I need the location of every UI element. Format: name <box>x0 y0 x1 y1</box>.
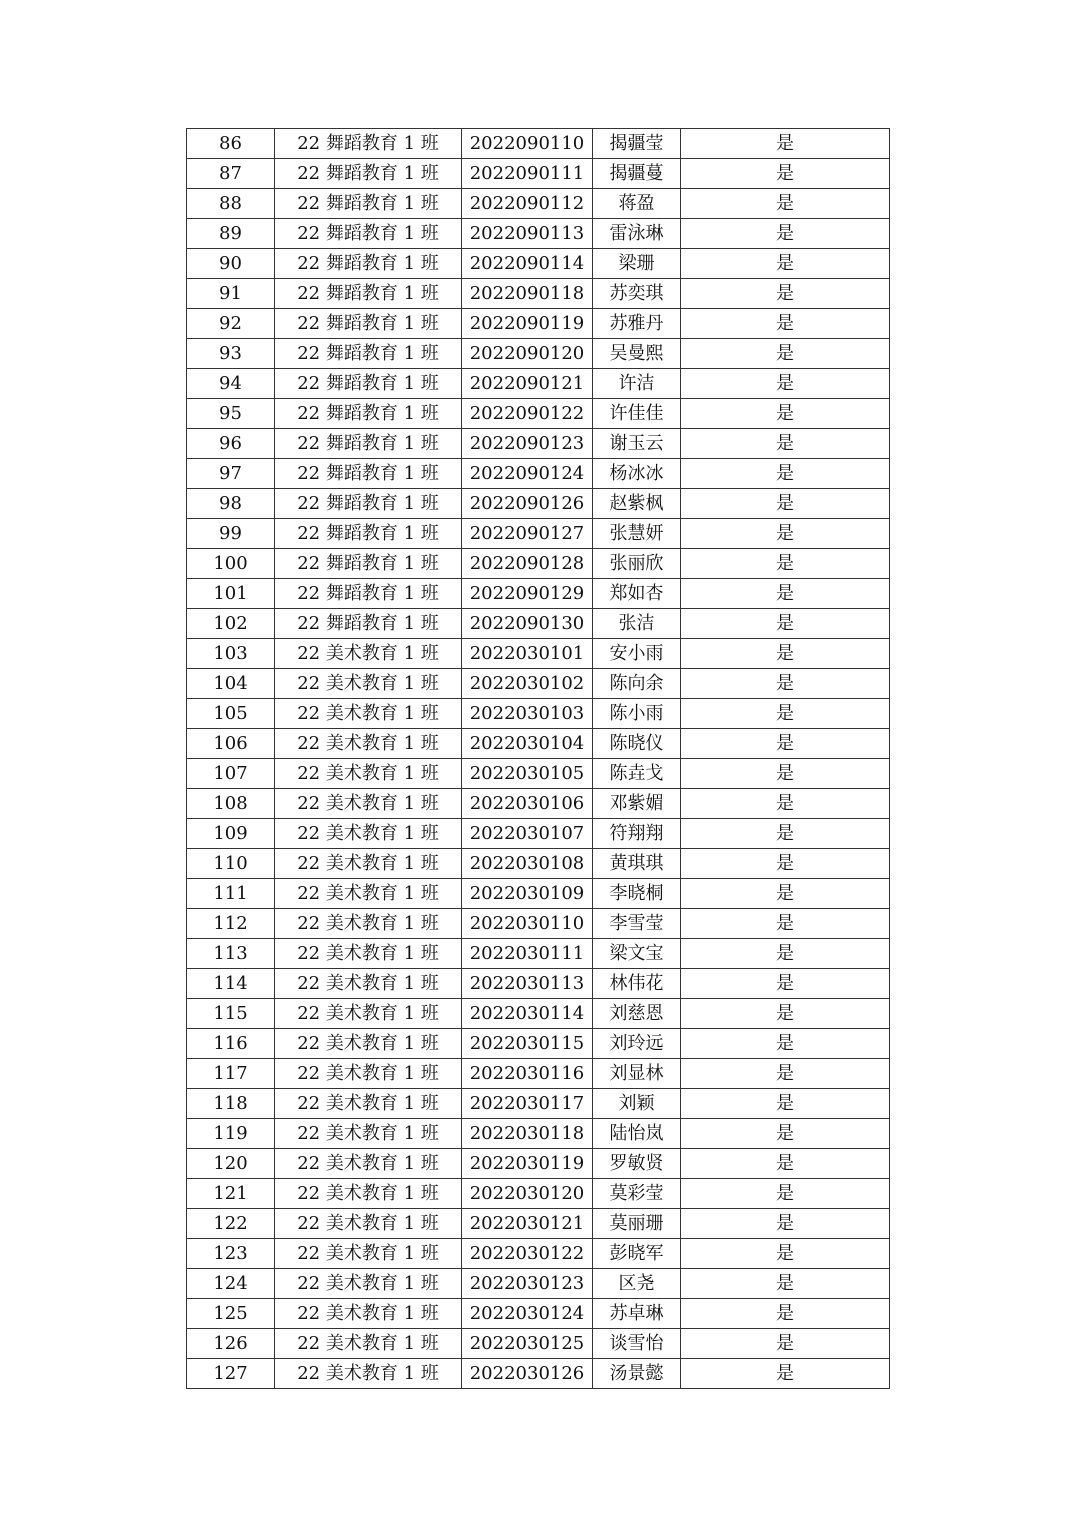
status-cell: 是 <box>681 579 890 609</box>
class-name-cell: 22 舞蹈教育 1 班 <box>275 519 462 549</box>
table-row <box>187 549 890 579</box>
table-row <box>187 879 890 909</box>
status-cell: 是 <box>681 699 890 729</box>
class-name-cell: 22 舞蹈教育 1 班 <box>275 459 462 489</box>
student-id-cell: 2022090124 <box>462 459 593 489</box>
student-id-cell: 2022090114 <box>462 249 593 279</box>
row-number-cell: 86 <box>187 129 275 159</box>
row-number-cell: 104 <box>187 669 275 699</box>
student-id-cell: 2022090130 <box>462 609 593 639</box>
class-name-cell: 22 美术教育 1 班 <box>275 1149 462 1179</box>
row-number-cell: 122 <box>187 1209 275 1239</box>
class-name-cell: 22 美术教育 1 班 <box>275 1059 462 1089</box>
student-name-cell: 安小雨 <box>593 639 681 669</box>
row-number-cell: 116 <box>187 1029 275 1059</box>
row-number-cell: 98 <box>187 489 275 519</box>
student-name-cell: 梁文宝 <box>593 939 681 969</box>
row-number-cell: 90 <box>187 249 275 279</box>
table-row <box>187 1059 890 1089</box>
class-name-cell: 22 舞蹈教育 1 班 <box>275 339 462 369</box>
class-name-cell: 22 美术教育 1 班 <box>275 819 462 849</box>
row-number-cell: 115 <box>187 999 275 1029</box>
student-id-cell: 2022030124 <box>462 1299 593 1329</box>
student-id-cell: 2022030126 <box>462 1359 593 1389</box>
table-row <box>187 849 890 879</box>
student-name-cell: 邓紫媚 <box>593 789 681 819</box>
status-cell: 是 <box>681 849 890 879</box>
student-id-cell: 2022030103 <box>462 699 593 729</box>
class-name-cell: 22 舞蹈教育 1 班 <box>275 219 462 249</box>
row-number-cell: 94 <box>187 369 275 399</box>
class-name-cell: 22 舞蹈教育 1 班 <box>275 309 462 339</box>
status-cell: 是 <box>681 1239 890 1269</box>
student-name-cell: 刘慈恩 <box>593 999 681 1029</box>
table-row <box>187 159 890 189</box>
status-cell: 是 <box>681 939 890 969</box>
table-row <box>187 459 890 489</box>
class-name-cell: 22 美术教育 1 班 <box>275 789 462 819</box>
class-name-cell: 22 舞蹈教育 1 班 <box>275 489 462 519</box>
status-cell: 是 <box>681 639 890 669</box>
status-cell: 是 <box>681 1299 890 1329</box>
class-name-cell: 22 美术教育 1 班 <box>275 1329 462 1359</box>
class-name-cell: 22 美术教育 1 班 <box>275 729 462 759</box>
row-number-cell: 118 <box>187 1089 275 1119</box>
student-name-cell: 李雪莹 <box>593 909 681 939</box>
row-number-cell: 117 <box>187 1059 275 1089</box>
student-name-cell: 符翔翔 <box>593 819 681 849</box>
class-name-cell: 22 舞蹈教育 1 班 <box>275 129 462 159</box>
student-id-cell: 2022030114 <box>462 999 593 1029</box>
table-row <box>187 399 890 429</box>
row-number-cell: 127 <box>187 1359 275 1389</box>
status-cell: 是 <box>681 249 890 279</box>
class-name-cell: 22 美术教育 1 班 <box>275 879 462 909</box>
student-name-cell: 苏奕琪 <box>593 279 681 309</box>
status-cell: 是 <box>681 279 890 309</box>
student-id-cell: 2022090119 <box>462 309 593 339</box>
student-id-cell: 2022090129 <box>462 579 593 609</box>
row-number-cell: 123 <box>187 1239 275 1269</box>
status-cell: 是 <box>681 1269 890 1299</box>
student-id-cell: 2022030106 <box>462 789 593 819</box>
row-number-cell: 106 <box>187 729 275 759</box>
student-id-cell: 2022030119 <box>462 1149 593 1179</box>
student-name-cell: 揭疆莹 <box>593 129 681 159</box>
status-cell: 是 <box>681 879 890 909</box>
class-name-cell: 22 舞蹈教育 1 班 <box>275 249 462 279</box>
status-cell: 是 <box>681 1089 890 1119</box>
status-cell: 是 <box>681 219 890 249</box>
status-cell: 是 <box>681 1209 890 1239</box>
student-id-cell: 2022030123 <box>462 1269 593 1299</box>
row-number-cell: 97 <box>187 459 275 489</box>
status-cell: 是 <box>681 999 890 1029</box>
status-cell: 是 <box>681 429 890 459</box>
row-number-cell: 109 <box>187 819 275 849</box>
student-id-cell: 2022030115 <box>462 1029 593 1059</box>
student-id-cell: 2022030104 <box>462 729 593 759</box>
class-name-cell: 22 美术教育 1 班 <box>275 1089 462 1119</box>
class-name-cell: 22 美术教育 1 班 <box>275 669 462 699</box>
status-cell: 是 <box>681 489 890 519</box>
student-id-cell: 2022030107 <box>462 819 593 849</box>
table-row <box>187 429 890 459</box>
table-row <box>187 1269 890 1299</box>
student-id-cell: 2022030102 <box>462 669 593 699</box>
table-row <box>187 789 890 819</box>
student-name-cell: 许洁 <box>593 369 681 399</box>
class-name-cell: 22 美术教育 1 班 <box>275 1029 462 1059</box>
table-row <box>187 909 890 939</box>
table-row <box>187 939 890 969</box>
student-name-cell: 莫丽珊 <box>593 1209 681 1239</box>
student-id-cell: 2022090110 <box>462 129 593 159</box>
student-id-cell: 2022030110 <box>462 909 593 939</box>
table-row <box>187 699 890 729</box>
class-name-cell: 22 美术教育 1 班 <box>275 1359 462 1389</box>
table-row <box>187 309 890 339</box>
status-cell: 是 <box>681 1119 890 1149</box>
student-id-cell: 2022030121 <box>462 1209 593 1239</box>
row-number-cell: 89 <box>187 219 275 249</box>
table-row <box>187 669 890 699</box>
student-id-cell: 2022030111 <box>462 939 593 969</box>
student-id-cell: 2022090123 <box>462 429 593 459</box>
status-cell: 是 <box>681 309 890 339</box>
student-id-cell: 2022030120 <box>462 1179 593 1209</box>
status-cell: 是 <box>681 369 890 399</box>
student-name-cell: 陈向余 <box>593 669 681 699</box>
class-name-cell: 22 舞蹈教育 1 班 <box>275 369 462 399</box>
class-name-cell: 22 舞蹈教育 1 班 <box>275 159 462 189</box>
status-cell: 是 <box>681 159 890 189</box>
status-cell: 是 <box>681 819 890 849</box>
status-cell: 是 <box>681 399 890 429</box>
student-id-cell: 2022030109 <box>462 879 593 909</box>
student-id-cell: 2022090127 <box>462 519 593 549</box>
class-name-cell: 22 美术教育 1 班 <box>275 999 462 1029</box>
row-number-cell: 112 <box>187 909 275 939</box>
row-number-cell: 87 <box>187 159 275 189</box>
student-id-cell: 2022090118 <box>462 279 593 309</box>
table-row <box>187 609 890 639</box>
student-name-cell: 谈雪怡 <box>593 1329 681 1359</box>
student-name-cell: 揭疆蔓 <box>593 159 681 189</box>
student-name-cell: 彭晓军 <box>593 1239 681 1269</box>
status-cell: 是 <box>681 189 890 219</box>
roster-body <box>187 129 890 1389</box>
student-name-cell: 张慧妍 <box>593 519 681 549</box>
table-row <box>187 189 890 219</box>
student-id-cell: 2022030101 <box>462 639 593 669</box>
table-row <box>187 489 890 519</box>
table-row <box>187 1359 890 1389</box>
student-name-cell: 刘显林 <box>593 1059 681 1089</box>
student-id-cell: 2022030108 <box>462 849 593 879</box>
status-cell: 是 <box>681 459 890 489</box>
status-cell: 是 <box>681 1059 890 1089</box>
student-name-cell: 张丽欣 <box>593 549 681 579</box>
status-cell: 是 <box>681 339 890 369</box>
class-name-cell: 22 美术教育 1 班 <box>275 849 462 879</box>
student-name-cell: 区尧 <box>593 1269 681 1299</box>
student-id-cell: 2022030113 <box>462 969 593 999</box>
table-row <box>187 1209 890 1239</box>
row-number-cell: 126 <box>187 1329 275 1359</box>
class-name-cell: 22 美术教育 1 班 <box>275 1299 462 1329</box>
student-name-cell: 苏卓琳 <box>593 1299 681 1329</box>
student-name-cell: 雷泳琳 <box>593 219 681 249</box>
class-name-cell: 22 舞蹈教育 1 班 <box>275 429 462 459</box>
class-name-cell: 22 舞蹈教育 1 班 <box>275 579 462 609</box>
table-row <box>187 1029 890 1059</box>
class-name-cell: 22 美术教育 1 班 <box>275 939 462 969</box>
row-number-cell: 108 <box>187 789 275 819</box>
class-name-cell: 22 美术教育 1 班 <box>275 1209 462 1239</box>
student-id-cell: 2022090113 <box>462 219 593 249</box>
student-name-cell: 刘颖 <box>593 1089 681 1119</box>
table-row <box>187 249 890 279</box>
table-row <box>187 129 890 159</box>
student-id-cell: 2022090112 <box>462 189 593 219</box>
table-row <box>187 1299 890 1329</box>
student-id-cell: 2022030117 <box>462 1089 593 1119</box>
status-cell: 是 <box>681 1359 890 1389</box>
student-name-cell: 陈晓仪 <box>593 729 681 759</box>
student-name-cell: 陈小雨 <box>593 699 681 729</box>
student-name-cell: 许佳佳 <box>593 399 681 429</box>
status-cell: 是 <box>681 609 890 639</box>
student-id-cell: 2022030118 <box>462 1119 593 1149</box>
class-name-cell: 22 美术教育 1 班 <box>275 1179 462 1209</box>
student-name-cell: 刘玲远 <box>593 1029 681 1059</box>
student-name-cell: 黄琪琪 <box>593 849 681 879</box>
student-name-cell: 李晓桐 <box>593 879 681 909</box>
table-row <box>187 999 890 1029</box>
row-number-cell: 119 <box>187 1119 275 1149</box>
status-cell: 是 <box>681 549 890 579</box>
class-name-cell: 22 美术教育 1 班 <box>275 639 462 669</box>
row-number-cell: 91 <box>187 279 275 309</box>
row-number-cell: 96 <box>187 429 275 459</box>
student-name-cell: 陆怡岚 <box>593 1119 681 1149</box>
student-roster-table <box>186 128 890 1389</box>
class-name-cell: 22 美术教育 1 班 <box>275 1239 462 1269</box>
student-name-cell: 赵紫枫 <box>593 489 681 519</box>
student-id-cell: 2022090128 <box>462 549 593 579</box>
student-name-cell: 谢玉云 <box>593 429 681 459</box>
student-id-cell: 2022090126 <box>462 489 593 519</box>
class-name-cell: 22 舞蹈教育 1 班 <box>275 399 462 429</box>
row-number-cell: 92 <box>187 309 275 339</box>
status-cell: 是 <box>681 969 890 999</box>
table-row <box>187 1239 890 1269</box>
student-name-cell: 吴曼熙 <box>593 339 681 369</box>
status-cell: 是 <box>681 909 890 939</box>
student-name-cell: 梁珊 <box>593 249 681 279</box>
student-name-cell: 陈垚戈 <box>593 759 681 789</box>
student-name-cell: 林伟花 <box>593 969 681 999</box>
student-id-cell: 2022090121 <box>462 369 593 399</box>
student-id-cell: 2022030105 <box>462 759 593 789</box>
row-number-cell: 101 <box>187 579 275 609</box>
class-name-cell: 22 舞蹈教育 1 班 <box>275 279 462 309</box>
student-id-cell: 2022030122 <box>462 1239 593 1269</box>
table-row <box>187 519 890 549</box>
status-cell: 是 <box>681 1029 890 1059</box>
class-name-cell: 22 舞蹈教育 1 班 <box>275 609 462 639</box>
row-number-cell: 103 <box>187 639 275 669</box>
student-id-cell: 2022090122 <box>462 399 593 429</box>
status-cell: 是 <box>681 129 890 159</box>
student-id-cell: 2022030116 <box>462 1059 593 1089</box>
row-number-cell: 110 <box>187 849 275 879</box>
student-name-cell: 杨冰冰 <box>593 459 681 489</box>
status-cell: 是 <box>681 1179 890 1209</box>
row-number-cell: 114 <box>187 969 275 999</box>
status-cell: 是 <box>681 519 890 549</box>
row-number-cell: 100 <box>187 549 275 579</box>
status-cell: 是 <box>681 669 890 699</box>
table-row <box>187 819 890 849</box>
status-cell: 是 <box>681 1149 890 1179</box>
table-row <box>187 339 890 369</box>
row-number-cell: 124 <box>187 1269 275 1299</box>
table-row <box>187 1149 890 1179</box>
table-row <box>187 369 890 399</box>
row-number-cell: 105 <box>187 699 275 729</box>
row-number-cell: 113 <box>187 939 275 969</box>
class-name-cell: 22 美术教育 1 班 <box>275 759 462 789</box>
row-number-cell: 99 <box>187 519 275 549</box>
row-number-cell: 102 <box>187 609 275 639</box>
student-name-cell: 罗敏贤 <box>593 1149 681 1179</box>
table-row <box>187 639 890 669</box>
table-row <box>187 1089 890 1119</box>
class-name-cell: 22 舞蹈教育 1 班 <box>275 189 462 219</box>
table-row <box>187 279 890 309</box>
class-name-cell: 22 美术教育 1 班 <box>275 699 462 729</box>
student-name-cell: 郑如杏 <box>593 579 681 609</box>
table-row <box>187 969 890 999</box>
table-row <box>187 219 890 249</box>
student-name-cell: 苏雅丹 <box>593 309 681 339</box>
class-name-cell: 22 美术教育 1 班 <box>275 1119 462 1149</box>
row-number-cell: 93 <box>187 339 275 369</box>
student-id-cell: 2022090111 <box>462 159 593 189</box>
student-id-cell: 2022090120 <box>462 339 593 369</box>
row-number-cell: 107 <box>187 759 275 789</box>
student-name-cell: 张洁 <box>593 609 681 639</box>
table-row <box>187 759 890 789</box>
class-name-cell: 22 美术教育 1 班 <box>275 969 462 999</box>
row-number-cell: 125 <box>187 1299 275 1329</box>
table-row <box>187 729 890 759</box>
row-number-cell: 111 <box>187 879 275 909</box>
student-name-cell: 汤景懿 <box>593 1359 681 1389</box>
status-cell: 是 <box>681 789 890 819</box>
status-cell: 是 <box>681 759 890 789</box>
student-name-cell: 莫彩莹 <box>593 1179 681 1209</box>
student-name-cell: 蒋盈 <box>593 189 681 219</box>
class-name-cell: 22 美术教育 1 班 <box>275 909 462 939</box>
row-number-cell: 95 <box>187 399 275 429</box>
table-row <box>187 1119 890 1149</box>
class-name-cell: 22 美术教育 1 班 <box>275 1269 462 1299</box>
row-number-cell: 88 <box>187 189 275 219</box>
table-row <box>187 1329 890 1359</box>
class-name-cell: 22 舞蹈教育 1 班 <box>275 549 462 579</box>
row-number-cell: 121 <box>187 1179 275 1209</box>
student-id-cell: 2022030125 <box>462 1329 593 1359</box>
status-cell: 是 <box>681 729 890 759</box>
table-row <box>187 579 890 609</box>
row-number-cell: 120 <box>187 1149 275 1179</box>
table-row <box>187 1179 890 1209</box>
status-cell: 是 <box>681 1329 890 1359</box>
